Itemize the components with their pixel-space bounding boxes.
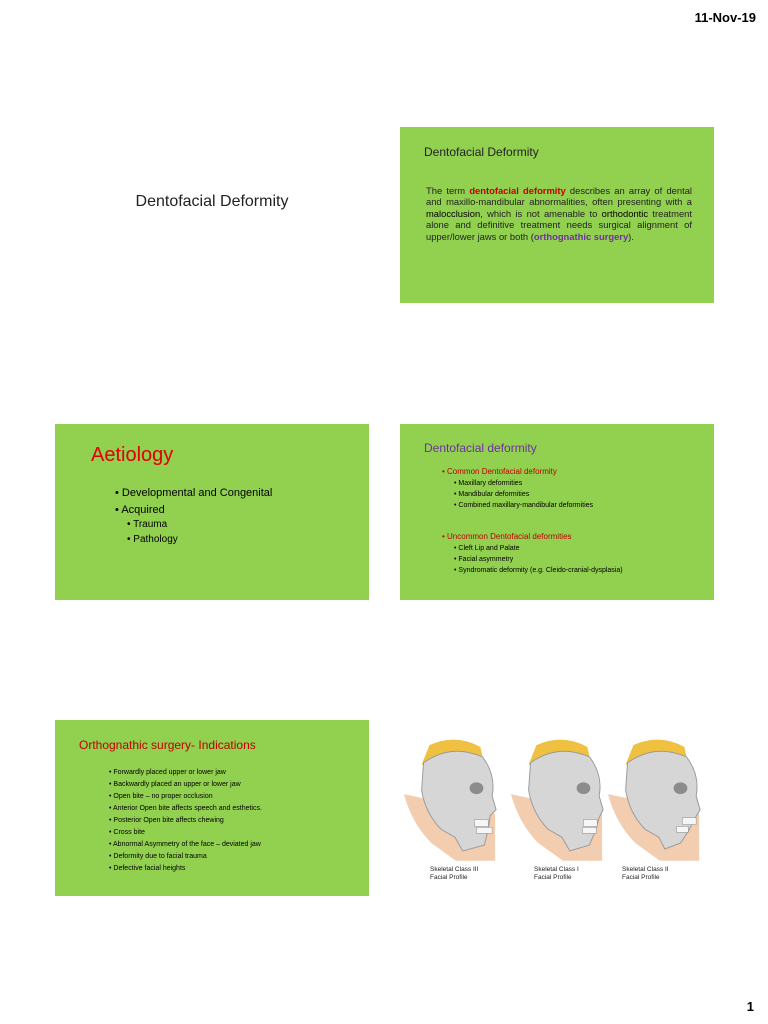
list-item: • Maxillary deformities: [454, 480, 523, 487]
skull-class-iii-illustration: [402, 734, 500, 864]
slide-4-title: Dentofacial deformity: [424, 441, 537, 455]
list-item: • Forwardly placed upper or lower jaw: [109, 769, 226, 776]
caption-class-iii: Skeletal Class III Facial Profile: [430, 866, 479, 881]
slide-4: [400, 424, 714, 600]
slide-2-title: Dentofacial Deformity: [424, 145, 539, 159]
handout-date: 11-Nov-19: [694, 10, 756, 25]
list-item: • Backwardly placed an upper or lower jaw: [109, 781, 241, 788]
uncommon-heading: • Uncommon Dentofacial deformities: [442, 532, 572, 541]
term-orthodontic: orthodontic: [601, 207, 649, 219]
slide-5: [55, 720, 369, 896]
definition-paragraph: The term dentofacial deformity describes an array of dental and maxillo-mandibular abnormalities, often presenting with a malocclusion, which is not amenable to orthodontic treatment alone and definitive treatment needs surgical alignment of upper/lower jaws or both (orthognathic surgery).: [426, 185, 692, 242]
list-subitem: • Pathology: [127, 534, 178, 545]
list-item: • Anterior Open bite affects speech and esthetics.: [109, 805, 262, 812]
slide-3-title: Aetiology: [91, 444, 174, 466]
slide-1: [55, 127, 369, 303]
slide-6: [400, 720, 714, 896]
term-orthognathic-surgery: orthognathic surgery: [533, 230, 629, 242]
list-subitem: • Trauma: [127, 519, 168, 530]
list-item: • Syndromatic deformity (e.g. Cleido-cranial-dysplasia): [454, 567, 623, 574]
list-item: • Abnormal Asymmetry of the face – deviated jaw: [109, 841, 261, 848]
list-item: • Acquired: [115, 504, 165, 516]
list-item: • Open bite – no proper occlusion: [109, 793, 213, 800]
list-item: • Combined maxillary-mandibular deformities: [454, 502, 594, 509]
caption-class-ii: Skeletal Class II Facial Profile: [622, 866, 669, 881]
common-heading: • Common Dentofacial deformity: [442, 467, 557, 476]
skull-class-ii-illustration: [606, 734, 704, 864]
list-item: • Cleft Lip and Palate: [454, 545, 520, 552]
slide-1-title: Dentofacial Deformity: [135, 193, 289, 210]
term-malocclusion: malocclusion: [426, 207, 481, 219]
slide-5-title: Orthognathic surgery- Indications: [79, 738, 256, 752]
list-item: • Defective facial heights: [109, 865, 186, 872]
page-number: 1: [746, 999, 754, 1014]
slide-2: [400, 127, 714, 303]
list-item: • Cross bite: [109, 829, 145, 836]
caption-class-i: Skeletal Class I Facial Profile: [534, 866, 579, 881]
slide-3: [55, 424, 369, 600]
list-item: • Mandibular deformities: [454, 491, 530, 498]
list-item: • Developmental and Congenital: [115, 487, 273, 499]
term-dentofacial-deformity: dentofacial deformity: [469, 185, 566, 196]
list-item: • Posterior Open bite affects chewing: [109, 817, 224, 824]
list-item: • Deformity due to facial trauma: [109, 853, 207, 860]
skull-class-i-illustration: [509, 734, 607, 864]
list-item: • Facial asymmetry: [454, 556, 514, 563]
